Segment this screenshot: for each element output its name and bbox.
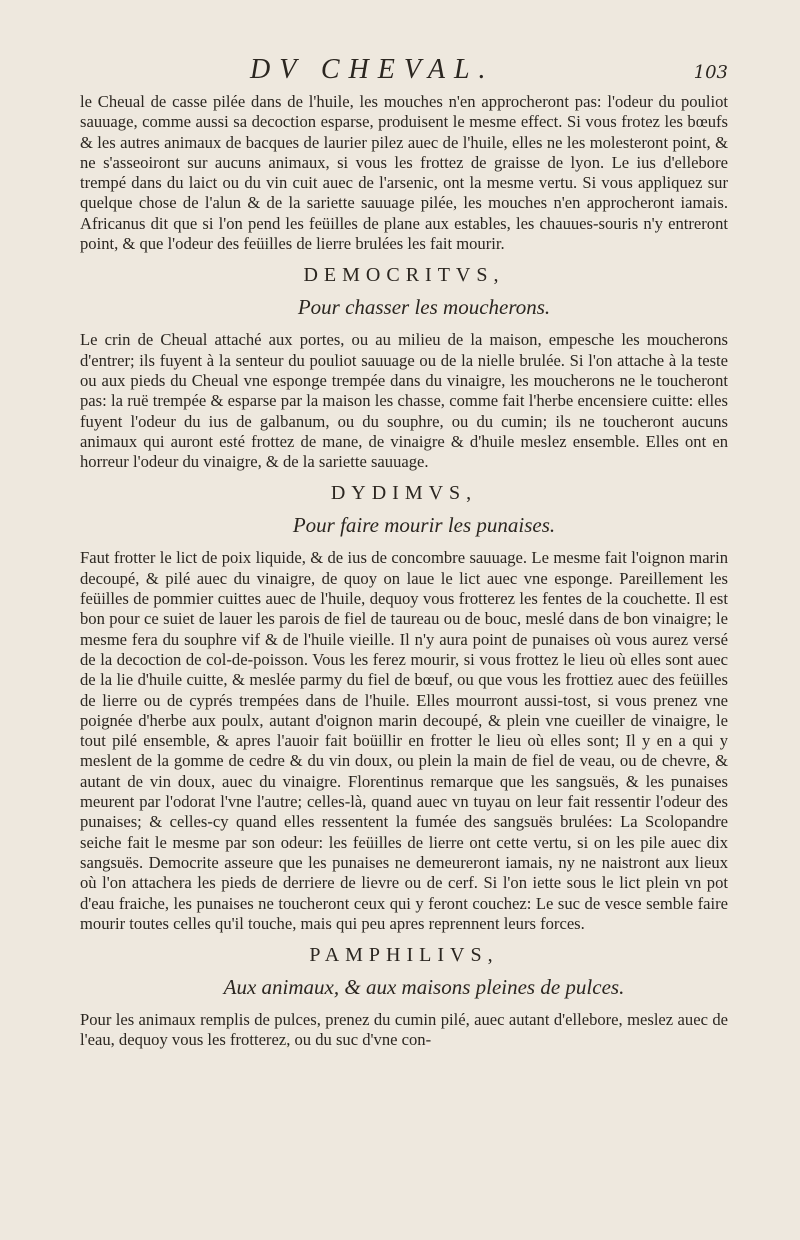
section-subtitle: Pour faire mourir les punaises. xyxy=(292,513,556,538)
section-subtitle: Pour chasser les moucherons. xyxy=(297,295,551,320)
section-pamphilius xyxy=(80,944,728,1051)
section-dydimus xyxy=(80,482,728,934)
section-author: PAMPHILIVS, xyxy=(309,944,499,967)
section-paragraph: Le crin de Cheual attaché aux portes, ou au milieu de la maison, empesche les moucherons d'entrer; ils fuyent à la senteur du pouliot sauuage ou de la nielle brulée. Si l'on attache à la teste ou aux pieds du Cheual vne esponge trempée dans du vinaigre, les moucherons ne le toucheront pas: la ruë trempée & esparse par la maison les chasse, comme fait l'herbe encensiere cuitte: elles fuyent l'odeur du ius de galbanum, ou du souphre, ou du cumin; ils ne toucheront aucuns animaux qui auront esté frottez de mane, de vinaigre & d'huile meslez ensemble. Elles ont en horreur l'odeur du vinaigre, & de la sariette sauuage. xyxy=(80,330,728,472)
section-subtitle: Aux animaux, & aux maisons pleines de pulces. xyxy=(223,975,625,1000)
section-author: DEMOCRITVS, xyxy=(303,264,505,287)
page-header xyxy=(80,54,728,86)
section-author: DYDIMVS, xyxy=(330,482,478,505)
page-number: 103 xyxy=(693,62,728,83)
section-democritus xyxy=(80,264,728,472)
running-title: DV CHEVAL. xyxy=(250,54,495,85)
section-paragraph: Pour les animaux remplis de pulces, prenez du cumin pilé, auec autant d'ellebore, meslez auec de l'eau, dequoy vous les frotterez, ou du suc d'vne con- xyxy=(80,1010,728,1050)
intro-paragraph: le Cheual de casse pilée dans de l'huile, les mouches n'en approcheront pas: l'odeur du pouliot sauuage, comme aussi sa decoction esparse, produisent le mesme effect. Si vous frotez les bœufs & les autres animaux de bacques de laurier pilez auec de l'huile, elles ne les molesteront point, & ne s'asseoiront sur aucuns animaux, si vous les frottez de graisse de lyon. Le ius d'ellebore trempé dans du laict ou du vin cuit auec de l'arsenic, ont la mesme vertu. Si vous appliquez sur quelque chose de l'alun & de la sariette sauuage pilée, les mouches n'en approcheront iamais. Africanus dit que si l'on pend les feüilles de plane aux estables, les chauues-souris n'y entreront point, & que l'odeur des feüilles de lierre brulées les fait mourir. xyxy=(80,92,728,254)
section-paragraph: Faut frotter le lict de poix liquide, & de ius de concombre sauuage. Le mesme fait l'oignon marin decoupé, & pilé auec du vinaigre, de quoy on laue le lict auec vne esponge. Pareillement les feüilles de pommier cuittes auec de l'huile, dequoy vous frotterez les fentes de la couchette. Il est bon pour ce suiet de lauer les parois de fiel de taureau ou de bouc, meslé dans de bon vinaigre; le mesme fera du souphre vif & de l'huile vieille. Il n'y aura point de punaises où vous aurez versé de la decoction de col-de-poisson. Vous les ferez mourir, si vous frottez le lieu où elles sont auec de la lie d'huile cuitte, & meslée parmy du fiel de bœuf, ou que vous les frottiez auec des feüilles de lierre ou de cyprés trempées dans de l'huile. Elles mourront aussi-tost, si vous prenez vne poignée d'herbe aux poulx, autant d'oignon marin decoupé, & plein vne cueiller de vinaigre, le tout pilé ensemble, & apres l'auoir fait boüillir en frotter le lieu où elles sont; Il y en a qui y meslent de la gomme de cedre & du vin doux, ou plein la main de fiel de veau, ou de chevre, & autant de vin doux, auec du vinaigre. Florentinus remarque que les sangsuës, & les punaises meurent par l'odorat l'vne l'autre; celles-là, quand auec vn tuyau on leur fait ressentir l'odeur des punaises; & celles-cy quand elles ressentent la fumée des sangsuës brulées: La Scolopandre seiche fait le mesme par son odeur: les feüilles de lierre ont cette vertu, si on les pile auec dix sangsuës. Democrite asseure que les punaises ne demeureront iamais, ny ne naistront aux lieux où l'on attachera les pieds de derriere de lievre ou de cerf. Si l'on iette sous le lict plein vn pot d'eau fraiche, les punaises ne toucheront ceux qui y feront couchez: Le suc de vesce semble faire mourir toutes celles qu'il touche, mais qui peu apres reprennent leurs forces. xyxy=(80,548,728,933)
